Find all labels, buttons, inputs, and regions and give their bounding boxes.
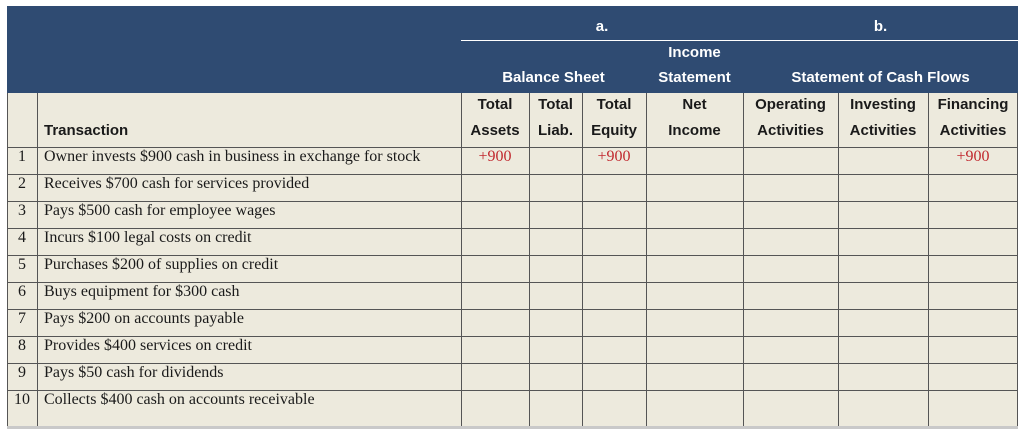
- investing-header-line2: Activities: [849, 122, 917, 139]
- row-description: Purchases $200 of supplies on credit: [44, 256, 279, 273]
- net-header-line2: Income: [668, 122, 721, 139]
- row-description: Collects $400 cash on accounts receivable: [44, 391, 315, 408]
- row-description: Owner invests $900 cash in business in exchange for stock: [44, 148, 421, 165]
- row-divider: [7, 336, 1018, 337]
- equity-header-line1: Total: [596, 96, 632, 113]
- column-divider: [37, 93, 38, 426]
- operating-header-line1: Operating: [755, 96, 826, 113]
- financing-header-line1: Financing: [937, 96, 1009, 113]
- liab-header-line1: Total: [538, 96, 573, 113]
- row-divider: [7, 363, 1018, 364]
- row-number: 2: [18, 175, 26, 192]
- row-divider: [7, 147, 1018, 148]
- column-divider: [582, 93, 583, 426]
- row-number: 5: [18, 256, 26, 273]
- liab-header-line2: Liab.: [537, 122, 573, 139]
- assets-header-line2: Assets: [470, 122, 520, 139]
- header-rule: [461, 40, 1018, 41]
- group-a-label: a.: [595, 18, 609, 35]
- row-divider: [7, 390, 1018, 391]
- row-description: Receives $700 cash for services provided: [44, 175, 310, 192]
- assets-header-line1: Total: [477, 96, 513, 113]
- income-statement-line2: Statement: [658, 69, 731, 86]
- investing-header-line1: Investing: [850, 96, 916, 113]
- row-number: 7: [18, 310, 26, 327]
- row-description: Pays $500 cash for employee wages: [44, 202, 276, 219]
- net-header-line1: Net: [682, 96, 707, 113]
- row-divider: [7, 309, 1018, 310]
- row-description: Pays $200 on accounts payable: [44, 310, 244, 327]
- column-divider: [461, 93, 462, 426]
- row-number: 6: [18, 283, 26, 300]
- balance-sheet-label: Balance Sheet: [502, 69, 605, 86]
- row-divider: [7, 228, 1018, 229]
- row-number: 1: [18, 148, 26, 165]
- income-statement-line1: Income: [668, 44, 721, 61]
- row-divider: [7, 255, 1018, 256]
- column-divider: [529, 93, 530, 426]
- row-divider: [7, 174, 1018, 175]
- financing-cell: +900: [956, 148, 990, 165]
- row-divider: [7, 282, 1018, 283]
- row-divider: [7, 201, 1018, 202]
- row-description: Provides $400 services on credit: [44, 337, 252, 354]
- column-divider: [838, 93, 839, 426]
- row-description: Buys equipment for $300 cash: [44, 283, 240, 300]
- table-header-band: [7, 6, 1018, 93]
- transaction-column-header: Transaction: [44, 122, 129, 139]
- row-number: 3: [18, 202, 26, 219]
- column-divider: [928, 93, 929, 426]
- transaction-analysis-table: [7, 6, 1018, 429]
- operating-header-line2: Activities: [757, 122, 824, 139]
- cash-flows-label: Statement of Cash Flows: [791, 69, 970, 86]
- row-number: 4: [18, 229, 26, 246]
- group-b-label: b.: [873, 18, 888, 35]
- row-number: 10: [14, 391, 30, 408]
- equity-header-line2: Equity: [591, 122, 637, 139]
- column-divider: [646, 93, 647, 426]
- row-description: Pays $50 cash for dividends: [44, 364, 224, 381]
- column-divider: [7, 93, 8, 426]
- row-description: Incurs $100 legal costs on credit: [44, 229, 252, 246]
- column-divider: [743, 93, 744, 426]
- financing-header-line2: Activities: [939, 122, 1007, 139]
- row-number: 8: [18, 337, 26, 354]
- equity-cell: +900: [597, 148, 631, 165]
- assets-cell: +900: [478, 148, 512, 165]
- column-divider: [1017, 93, 1018, 426]
- row-number: 9: [18, 364, 26, 381]
